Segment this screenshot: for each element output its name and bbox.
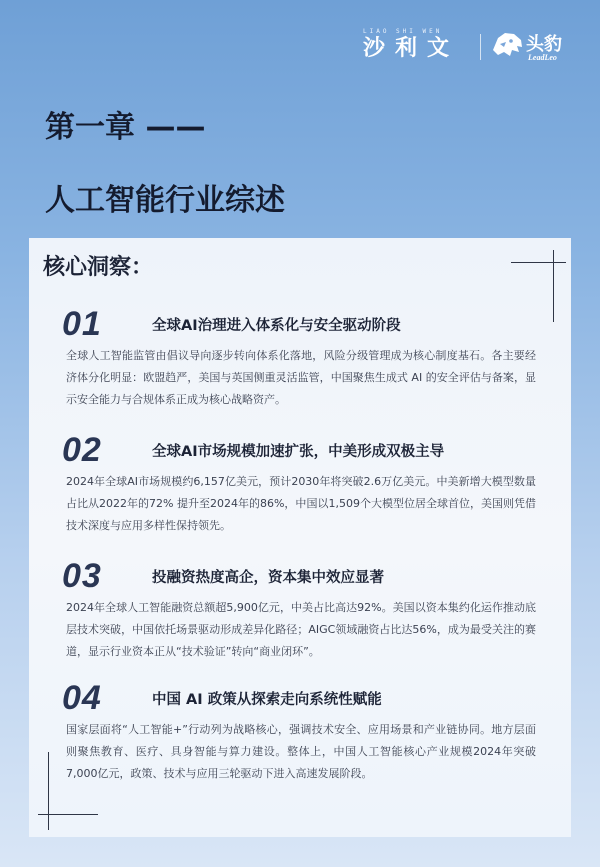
section-body: 2024年全球AI市场规模约6,157亿美元，预计2030年将突破2.6万亿美元。中美新增大模型数量占比从2022年的72% 提升至2024年的86%，中国以1,509个大模型位居全球首位，美国则凭借技术深度与应用多样性保持领先。 — [66, 475, 536, 532]
frost-sullivan-logo — [363, 28, 473, 62]
section-heading: 中国 AI 政策从探索走向系统性赋能 — [152, 692, 382, 708]
logo-en-text: LeadLeo — [528, 53, 557, 62]
section-body: 国家层面将“人工智能+”行动列为战略核心，强调技术安全、应用场景和产业链协同。地方层面则聚焦教育、医疗、具身智能与算力建设。整体上，中国人工智能核心产业规模2024年突破7,000亿元，政策、技术与应用三轮驱动下进入高速发展阶段。 — [66, 723, 536, 780]
section-number: 02 — [62, 431, 102, 469]
chapter-title: 人工智能行业综述 — [45, 183, 285, 218]
chapter-label: 第一章 —— — [45, 110, 206, 145]
corner-line-bottom-vertical — [48, 752, 49, 830]
section-body: 全球人工智能监管由倡议导向逐步转向体系化落地，风险分级管理成为核心制度基石。各主要经济体分化明显：欧盟趋严，美国与英国侧重灵活监管，中国聚焦生成式 AI 的安全评估与备案，显示安全能力与合规体系正成为核心战略资产。 — [66, 349, 536, 406]
section-number: 03 — [62, 557, 102, 595]
logo-divider — [480, 34, 481, 60]
section-number: 04 — [62, 679, 102, 717]
section-heading: 全球AI治理进入体系化与安全驱动阶段 — [152, 318, 401, 334]
insight-heading: 核心洞察： — [43, 255, 154, 280]
section-heading: 投融资热度高企，资本集中效应显著 — [152, 570, 384, 586]
logo-big-text: 沙利文 — [363, 36, 460, 61]
leadleo-logo — [490, 28, 590, 66]
corner-line-bottom-horizontal — [38, 814, 98, 815]
corner-line-top-vertical — [553, 250, 554, 322]
section-number: 01 — [62, 305, 102, 343]
logo-cn-text: 头豹 — [526, 34, 562, 55]
section-body: 2024年全球人工智能融资总额超5,900亿元，中美占比高达92%。美国以资本集约化运作推动底层技术突破，中国依托场景驱动形成差异化路径；AIGC领域融资占比达56%，成为最受关注的赛道，显示行业资本正从“技术验证”转向“商业闭环”。 — [66, 601, 536, 658]
leopard-head-icon — [490, 28, 524, 62]
corner-line-top-horizontal — [511, 262, 566, 263]
section-heading: 全球AI市场规模加速扩张，中美形成双极主导 — [152, 444, 445, 460]
logo-small-text: LIAO SHI WEN — [363, 28, 443, 35]
